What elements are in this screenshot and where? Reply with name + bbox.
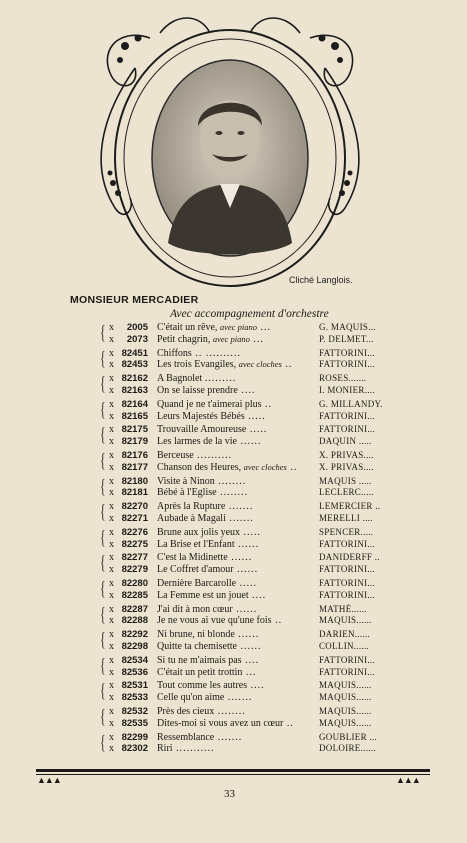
record-row [95,334,395,346]
composer-name: MAQUIS...... [319,615,372,626]
composer-name: FATTORINI... [319,564,376,575]
composer-name: MAQUIS...... [319,692,372,703]
leader-dots: ..... [240,526,262,538]
song-title [157,604,315,616]
leader-dots: .. [286,461,298,473]
record-row [95,655,395,667]
photo-credit: Cliché Langlois. [289,275,353,285]
composer-name: MATHÉ...... [319,603,367,614]
song-title-text: Aubade à Magali [157,512,226,524]
record-number: 82533 [121,692,148,704]
pair-brace: { [99,552,106,575]
record-number: 82288 [121,615,148,627]
song-title [157,692,315,704]
record-row [95,385,395,397]
record-number: 82181 [121,487,148,499]
song-title-text: Le Coffret d'amour [157,564,234,576]
record-number: 82277 [121,552,148,564]
record-row [95,718,395,730]
leader-dots: ........ [214,705,246,717]
composer-name: LEMERCIER .. [319,501,381,512]
record-row [95,450,395,462]
record-row [95,527,395,539]
song-title-text: Tout comme les autres [157,680,248,692]
record-row [95,706,395,718]
record-row [95,552,395,564]
song-title-text: Celle qu'on aime [157,692,225,704]
pair-brace: { [99,654,106,677]
composer-name: DANIDERFF .. [319,552,380,563]
record-mark: x [109,603,114,615]
song-title [157,539,315,551]
record-row [95,436,395,448]
song-title-text: Trouvaille Amoureuse [157,424,247,436]
record-mark: x [109,743,114,755]
composer-name: ROSES....... [319,373,367,384]
song-title [157,629,315,641]
record-group [95,552,395,578]
record-mark: x [109,629,114,641]
song-title-text: Quitte ta chemisette [157,640,237,652]
record-number: 82165 [121,410,148,422]
song-title [157,411,315,423]
record-number: 2005 [126,322,148,333]
record-group [95,732,395,758]
song-title-text: Ressemblance [157,731,215,743]
record-mark: x [109,538,114,550]
record-row [95,476,395,488]
song-title-text: C'était un rêve, [157,322,220,333]
composer-name: FATTORINI... [319,347,376,358]
composer-name: G. MAQUIS... [319,322,376,332]
leader-dots: ... [256,322,271,333]
leader-dots: ....... [225,501,254,513]
record-group [95,501,395,527]
record-mark: x [109,322,114,333]
song-title-text: Brune aux jolis yeux [157,526,241,538]
record-mark: x [109,436,114,448]
record-mark: x [109,577,114,589]
record-mark: x [109,564,114,576]
record-mark: x [109,501,114,513]
song-title-text: Petit chagrin, [157,333,213,345]
record-row [95,604,395,616]
record-number: 82179 [121,436,148,448]
record-mark: x [109,615,114,627]
record-row [95,564,395,576]
record-number: 82298 [121,640,148,652]
record-mark: x [109,398,114,410]
composer-name: FATTORINI... [319,666,376,677]
song-title-text: La Brise et l'Enfant [157,538,235,550]
composer-name: FATTORINI... [319,654,376,665]
song-title [157,732,315,744]
leader-dots: ...... [232,603,258,615]
pair-brace: { [99,603,106,626]
record-mark: x [109,552,114,564]
leader-dots: ....... [214,731,243,743]
pair-brace: { [99,731,106,754]
song-title-text: Chanson des Heures, [157,461,244,473]
composer-name: FATTORINI... [319,589,376,600]
leader-dots: ........ [214,475,247,487]
song-title-text: Les larmes de la vie [157,436,237,448]
composer-name: MAQUIS...... [319,705,372,716]
record-row [95,424,395,436]
record-group [95,527,395,553]
record-number: 2073 [126,333,148,345]
record-number: 82534 [121,654,148,666]
leader-dots: ........ [216,487,249,499]
record-group [95,706,395,732]
song-title [157,718,315,730]
leader-dots: ...... [234,629,260,641]
leader-dots: .... [237,384,256,396]
song-title [157,385,315,397]
record-mark: x [109,680,114,692]
record-mark: x [109,410,114,422]
leader-dots: ...... [236,640,262,652]
record-mark: x [109,666,114,678]
record-group [95,476,395,502]
pair-brace: { [99,373,106,396]
composer-name: GOUBLIER ... [319,731,378,742]
record-row [95,322,395,334]
song-title [157,487,315,499]
record-number: 82275 [121,538,148,550]
song-title [157,476,315,488]
footer-rule-thin [36,774,430,775]
record-mark: x [109,692,114,704]
record-number: 82451 [121,347,148,359]
record-mark: x [109,526,114,538]
song-title [157,501,315,513]
leader-dots: .. [283,717,294,729]
record-row [95,743,395,755]
accompaniment-note: avec cloches [238,359,282,370]
leader-dots: ...... [233,564,259,576]
pair-brace: { [99,398,106,421]
record-mark: x [109,384,114,396]
composer-name: LECLERC..... [319,487,374,498]
song-title-text: Chiffons [157,347,192,359]
song-title-text: Dernière Barcarolle [157,577,237,589]
record-mark: x [109,359,114,371]
song-title-text: Quand je ne t'aimerai plus [157,398,262,410]
leader-dots: ....... [224,692,253,704]
record-number: 82536 [121,666,148,678]
record-row [95,590,395,602]
song-title [157,706,315,718]
footer-rule-thick [36,769,430,772]
record-row [95,692,395,704]
record-mark: x [109,424,114,436]
song-title [157,322,315,334]
record-number: 82164 [121,398,148,410]
composer-name: FATTORINI... [319,359,376,370]
pair-brace: { [99,322,106,344]
record-number: 82271 [121,512,148,524]
song-title-text: A Bagnolet [157,373,205,385]
composer-name: SPENCER..... [319,526,374,537]
song-title-text: Ni brune, ni blonde [157,629,235,641]
song-title [157,564,315,576]
record-group [95,655,395,681]
record-row [95,411,395,423]
composer-name: FATTORINI... [319,410,376,421]
song-title [157,424,315,436]
record-group [95,604,395,630]
accompaniment-note: avec cloches [243,461,287,472]
record-row [95,641,395,653]
song-title [157,667,315,679]
composer-name: P. DELMET... [319,333,374,344]
composer-name: DARIEN...... [319,629,371,640]
song-title-text: Visite à Ninon [157,475,215,487]
record-number: 82279 [121,564,148,576]
leader-dots: .... [241,654,260,666]
song-title-text: Berceuse [157,449,194,461]
record-mark: x [109,731,114,743]
composer-name: MERELLI .... [319,512,373,523]
song-title [157,743,315,755]
record-number: 82532 [121,705,148,717]
record-number: 82302 [121,743,148,755]
composer-name: MAQUIS...... [319,717,372,728]
pair-brace: { [99,449,106,472]
record-group [95,450,395,476]
song-title-text: Après la Rupture [157,501,226,513]
record-number: 82453 [121,359,148,371]
record-row [95,732,395,744]
leader-dots: .... [248,589,267,601]
record-number: 82535 [121,717,148,729]
record-row [95,513,395,525]
song-title-text: La Femme est un jouet [157,589,249,601]
leader-dots: ... [242,666,257,678]
song-title-text: Leurs Majestés Bébés [157,410,245,422]
record-number: 82299 [121,731,148,743]
song-title [157,552,315,564]
leader-dots: ...... [234,538,260,550]
song-title [157,334,315,346]
record-row [95,348,395,360]
leader-dots: .. [281,359,293,371]
record-row [95,629,395,641]
composer-name: FATTORINI... [319,424,376,435]
record-group [95,322,395,348]
composer-name: MAQUIS ..... [319,475,372,486]
song-title-text: Près des cieux [157,705,215,717]
record-number: 82270 [121,501,148,513]
triangle-ornament-right: ▲▲▲ [396,775,420,785]
triangle-ornament-left: ▲▲▲ [37,775,61,785]
record-number: 82531 [121,680,148,692]
song-title [157,462,315,474]
record-mark: x [109,333,114,345]
song-title-text: Les trois Evangiles, [157,359,239,371]
song-title-text: J'ai dit à mon cœur [157,603,233,615]
record-number: 82162 [121,373,148,385]
pair-brace: { [99,705,106,728]
record-mark: x [109,705,114,717]
song-title-text: C'était un petit trottin [157,666,243,678]
song-title [157,641,315,653]
pair-brace: { [99,629,106,652]
record-mark: x [109,640,114,652]
composer-name: FATTORINI... [319,577,376,588]
record-mark: x [109,512,114,524]
song-title [157,655,315,667]
pair-brace: { [99,424,106,447]
record-mark: x [109,487,114,499]
composer-name: MAQUIS...... [319,680,372,691]
song-title [157,348,315,360]
pair-brace: { [99,501,106,524]
record-group [95,373,395,399]
record-group [95,348,395,374]
ornamental-frame-illustration [80,8,380,290]
leader-dots: ... [249,333,264,345]
song-title [157,359,315,371]
record-mark: x [109,654,114,666]
song-title-text: C'est la Midinette [157,552,228,564]
leader-dots: ..... [236,577,258,589]
record-mark: x [109,461,114,473]
record-mark: x [109,589,114,601]
composer-name: COLLIN...... [319,640,370,651]
record-number: 82163 [121,384,148,396]
composer-name: FATTORINI... [319,538,376,549]
record-row [95,680,395,692]
record-row [95,487,395,499]
record-number: 82276 [121,526,148,538]
composer-name: I. MONIER.... [319,384,375,395]
song-title-text: On se laisse prendre [157,384,238,396]
song-title [157,513,315,525]
record-mark: x [109,373,114,385]
composer-name: DOLOIRE...... [319,743,376,754]
record-group [95,629,395,655]
song-title [157,680,315,692]
accompaniment-note: avec piano [212,333,250,344]
record-mark: x [109,717,114,729]
leader-dots: ......... [204,373,237,385]
leader-dots: ........... [172,743,215,755]
pair-brace: { [99,577,106,600]
song-title [157,578,315,590]
song-title-text: Riri [157,743,173,755]
artist-heading: MONSIEUR MERCADIER [70,294,199,306]
record-number: 82285 [121,589,148,601]
leader-dots: .. [271,615,283,627]
record-mark: x [109,449,114,461]
record-group [95,424,395,450]
leader-dots: ....... [225,512,254,524]
pair-brace: { [99,526,106,549]
leader-dots: .... [247,680,265,692]
record-group [95,578,395,604]
record-group [95,399,395,425]
pair-brace: { [99,680,106,703]
record-row [95,462,395,474]
song-title [157,373,315,385]
song-title-text: Bébé à l'Eglise [157,487,217,499]
song-title-text: Si tu ne m'aimais pas [157,654,242,666]
song-title-text: Je ne vous ai vue qu'une fois [157,615,272,627]
record-row [95,539,395,551]
record-number: 82280 [121,577,148,589]
song-title [157,527,315,539]
leader-dots: .. .......... [191,347,241,359]
song-title [157,436,315,448]
record-number: 82180 [121,475,148,487]
record-list [95,322,395,757]
leader-dots: .......... [193,449,233,461]
composer-name: X. PRIVAS.... [319,461,374,472]
record-mark: x [109,475,114,487]
pair-brace: { [99,475,106,498]
song-title-text: Dites-moi si vous avez un cœur [157,717,284,729]
composer-name: X. PRIVAS.... [319,449,374,460]
section-subtitle: Avec accompagnement d'orchestre [170,308,329,320]
accompaniment-note: avec piano [219,322,257,332]
record-number: 82287 [121,603,148,615]
record-row [95,359,395,371]
record-row [95,373,395,385]
leader-dots: ...... [236,436,262,448]
record-row [95,399,395,411]
leader-dots: .. [261,398,273,410]
record-group [95,680,395,706]
portrait-frame [80,8,380,290]
song-title [157,615,315,627]
record-row [95,501,395,513]
record-row [95,615,395,627]
leader-dots: ..... [246,424,268,436]
record-mark: x [109,347,114,359]
record-number: 82177 [121,461,148,473]
composer-name: DAQUIN ..... [319,436,372,447]
leader-dots: ...... [227,552,253,564]
record-number: 82175 [121,424,148,436]
leader-dots: ..... [244,410,266,422]
song-title [157,450,315,462]
record-number: 82292 [121,629,148,641]
pair-brace: { [99,347,106,370]
record-number: 82176 [121,449,148,461]
page-number: 33 [224,788,235,800]
song-title [157,399,315,411]
song-title [157,590,315,602]
composer-name: G. MILLANDY. [319,398,383,409]
record-row [95,667,395,679]
record-row [95,578,395,590]
